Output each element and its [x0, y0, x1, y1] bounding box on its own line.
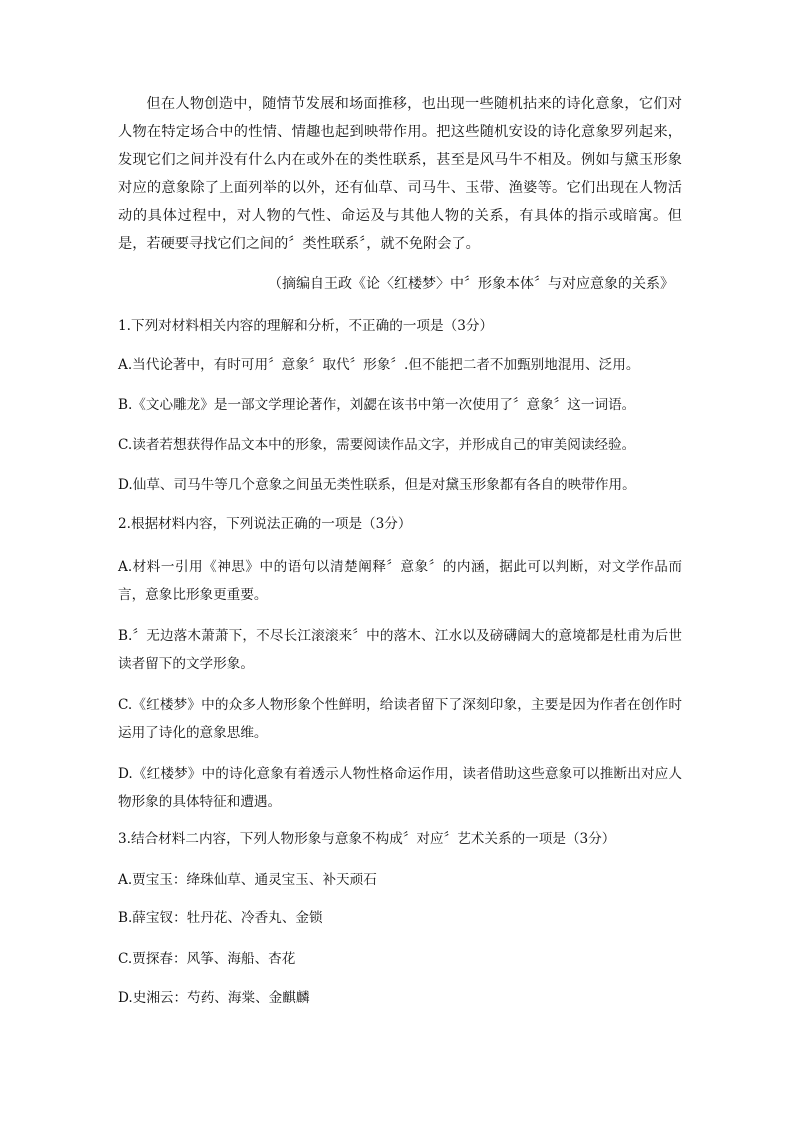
passage-paragraph: 但在人物创造中，随情节发展和场面推移，也出现一些随机拈来的诗化意象，它们对人物在特定场合中的性情、情趣也起到映带作用。把这些随机安设的诗化意象罗列起来，发现它们之间并没有什么内在或外在的类性联系，甚至是风马牛不相及。例如与黛玉形象对应的意象除了上面列举的以外，还有仙草、司马牛、玉带、渔婆等。它们出现在人物活动的具体过程中，对人物的气性、命运及与其他人物的关系，有具体的指示或暗寓。但是，若硬要寻找它们之间的〞类性联系〞，就不免附会了。 [118, 96, 682, 252]
question-3-option-d: D.史湘云：芍药、海棠、金麒麟 [118, 990, 310, 1006]
question-1-option-b: B.《文心雕龙》是一部文学理论著作，刘勰在该书中第一次使用了〞意象〞这一词语。 [118, 397, 636, 413]
question-3-option-c: C.贾探春：风筝、海船、杏花 [118, 951, 296, 967]
question-2-option-d: D.《红楼梦》中的诗化意象有着透示人物性格命运作用，读者借助这些意象可以推断出对应人物形象的具体特征和遭遇。 [118, 766, 682, 810]
question-1-option-a: A.当代论著中，有时可用〞意象〞取代〞形象〞.但不能把二者不加甄别地混用、泛用。 [118, 357, 640, 373]
question-1-option-c: C.读者若想获得作品文本中的形象，需要阅读作品文字，并形成自己的审美阅读经验。 [118, 437, 636, 453]
question-1-option-d: D.仙草、司马牛等几个意象之间虽无类性联系，但是对黛玉形象都有各自的映带作用。 [118, 477, 636, 493]
question-3-stem: 3.结合材料二内容，下列人物形象与意象不构成〞对应〞艺术关系的一项是（3分） [118, 831, 616, 847]
question-2-option-b: B.〞无边落木萧萧下，不尽长江滚滚来〞中的落木、江水以及磅礴阔大的意境都是杜甫为后世读者留下的文学形象。 [118, 628, 682, 672]
passage-source: （摘编自王政《论〈红楼梦〉中〞形象本体〞与对应意象的关系》 [268, 276, 674, 292]
question-2-stem: 2.根据材料内容，下列说法正确的一项是（3分） [118, 516, 412, 532]
question-2-option-c: C.《红楼梦》中的众多人物形象个性鲜明，给读者留下了深刻印象，主要是因为作者在创作时运用了诗化的意象思维。 [118, 697, 682, 741]
question-1-stem: 1.下列对材料相关内容的理解和分析，不正确的一项是（3分） [118, 318, 494, 334]
question-2-option-a: A.材料一引用《神思》中的语句以清楚阐释〞意象〞的内涵，据此可以判断，对文学作品而言，意象比形象更重要。 [118, 559, 682, 603]
question-3-option-a: A.贾宝玉：绛珠仙草、通灵宝玉、补天顽石 [118, 872, 377, 888]
question-3-option-b: B.薛宝钗：牡丹花、冷香丸、金锁 [118, 910, 323, 926]
